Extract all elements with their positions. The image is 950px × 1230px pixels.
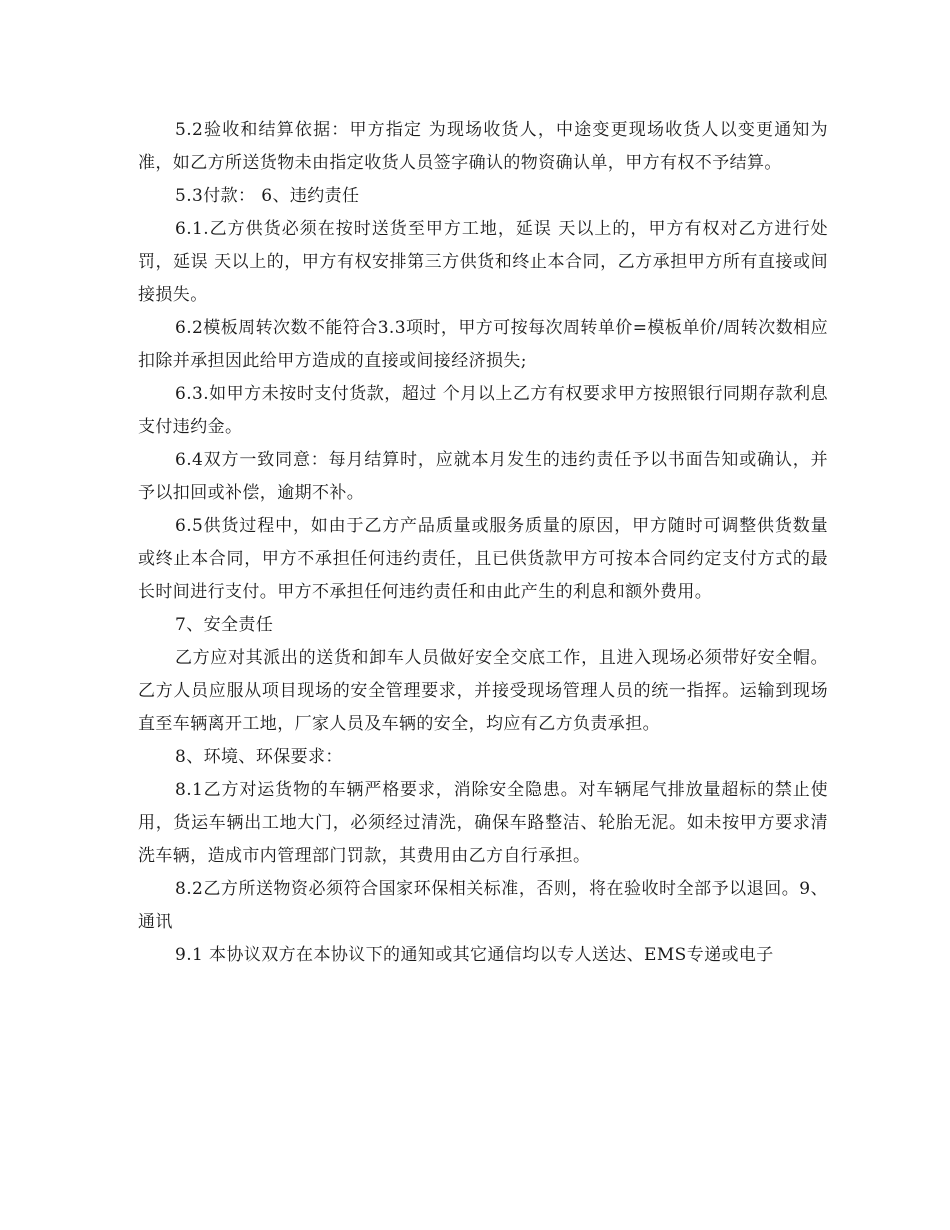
section-7-heading: 7、安全责任 — [175, 615, 274, 635]
section-7-body: 乙方应对其派出的送货和卸车人员做好安全交底工作，且进入现场必须带好安全帽。乙方人员应服从项目现场的安全管理要求，并接受现场管理人员的统一指挥。运输到现场直至车辆离开工地，厂家人员及车辆的安全，均应有乙方负责承担。 — [138, 648, 828, 734]
section-8-heading: 8、环境、环保要求： — [175, 747, 343, 767]
clause-6-4: 6.4双方一致同意：每月结算时，应就本月发生的违约责任予以书面告知或确认，并予以扣回或补偿，逾期不补。 — [138, 450, 828, 503]
document-body — [138, 114, 828, 972]
clause-5-3: 5.3付款： 6、违约责任 — [175, 186, 360, 206]
clause-6-1: 6.1.乙方供货必须在按时送货至甲方工地，延误 天以上的，甲方有权对乙方进行处罚，延误 天以上的，甲方有权安排第三方供货和终止本合同，乙方承担甲方所有直接或间接损失。 — [138, 219, 828, 305]
clause-6-5: 6.5供货过程中，如由于乙方产品质量或服务质量的原因，甲方随时可调整供货数量或终止本合同，甲方不承担任何违约责任，且已供货款甲方可按本合同约定支付方式的最长时间进行支付。甲方不承担任何违约责任和由此产生的利息和额外费用。 — [138, 516, 828, 602]
clause-6-2: 6.2模板周转次数不能符合3.3项时，甲方可按每次周转单价=模板单价/周转次数相应扣除并承担因此给甲方造成的直接或间接经济损失; — [138, 318, 828, 371]
clause-8-1: 8.1乙方对运货物的车辆严格要求，消除安全隐患。对车辆尾气排放量超标的禁止使用，货运车辆出工地大门，必须经过清洗，确保车路整洁、轮胎无泥。如未按甲方要求清洗车辆，造成市内管理部门罚款，其费用由乙方自行承担。 — [138, 780, 828, 866]
clause-8-2: 8.2乙方所送物资必须符合国家环保相关标准，否则，将在验收时全部予以退回。9、通讯 — [138, 879, 828, 932]
clause-5-2: 5.2验收和结算依据：甲方指定 为现场收货人，中途变更现场收货人以变更通知为准，如乙方所送货物未由指定收货人员签字确认的物资确认单，甲方有权不予结算。 — [138, 120, 828, 173]
clause-9-1: 9.1 本协议双方在本协议下的通知或其它通信均以专人送达、EMS专递或电子 — [175, 945, 774, 965]
clause-6-3: 6.3.如甲方未按时支付货款，超过 个月以上乙方有权要求甲方按照银行同期存款利息支付违约金。 — [138, 384, 828, 437]
